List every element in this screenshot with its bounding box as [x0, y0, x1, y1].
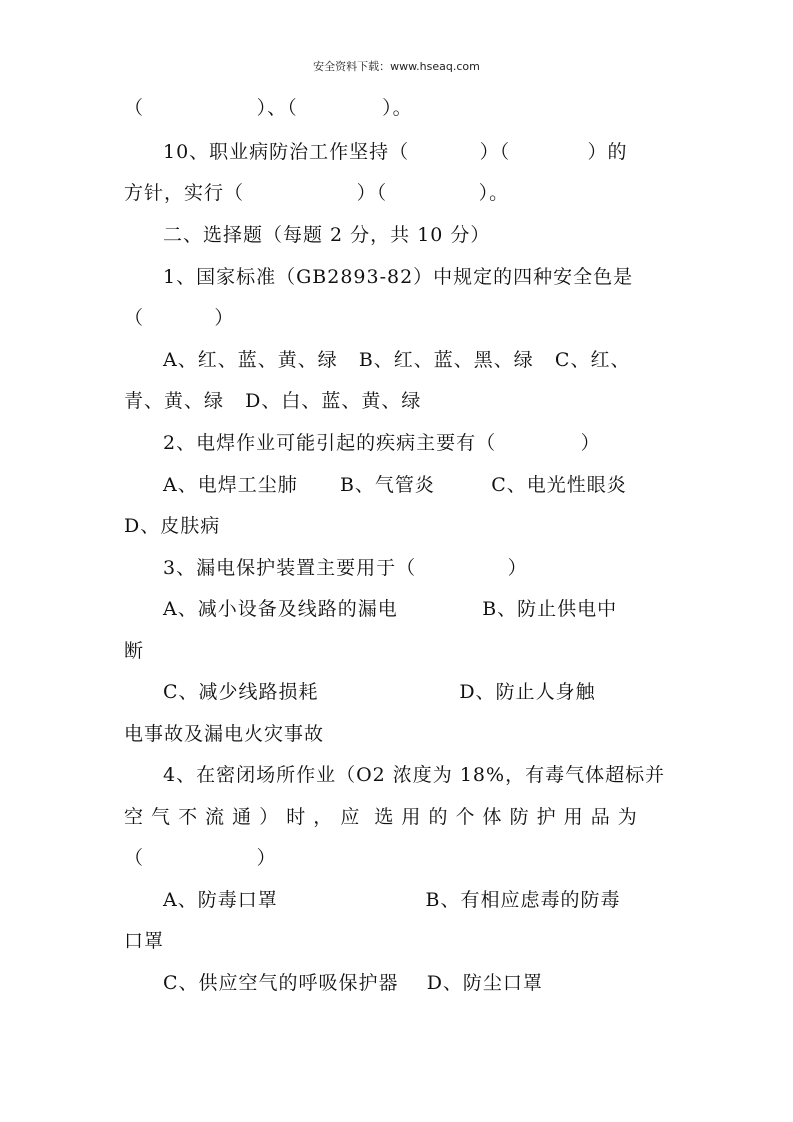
- text-line: 青、黄、绿 D、白、蓝、黄、绿: [124, 390, 422, 412]
- text-line: A、减小设备及线路的漏电 B、防止供电中: [163, 598, 618, 620]
- text-line: 10、职业病防治工作坚持（ ）（ ）的: [163, 141, 628, 163]
- text-line: 断: [124, 640, 145, 662]
- text-line: 空 气 不 流 通 ） 时 ， 应 选 用 的 个 体 防 护 用 品 为: [124, 806, 638, 828]
- text-line: C、供应空气的呼吸保护器 D、防尘口罩: [163, 972, 543, 994]
- text-line: （ ）、（ ）。: [124, 97, 413, 119]
- text-line: A、电焊工尘肺 B、气管炎 C、电光性眼炎: [163, 474, 627, 496]
- text-line: 电事故及漏电火灾事故: [124, 723, 325, 745]
- text-line: 1、国家标准（GB2893-82）中规定的四种安全色是: [163, 266, 634, 288]
- text-line: 4、在密闭场所作业（O2 浓度为 18%，有毒气体超标并: [163, 764, 666, 786]
- text-line: （ ）: [124, 847, 277, 869]
- text-line: 3、漏电保护装置主要用于（ ）: [163, 557, 528, 579]
- text-line: 二、选择题（每题 2 分，共 10 分）: [163, 224, 491, 246]
- text-line: A、防毒口罩 B、有相应虑毒的防毒: [163, 889, 621, 911]
- text-line: 口罩: [124, 930, 165, 952]
- page-header: 安全资料下载：www.hseaq.com: [313, 60, 480, 73]
- text-line: 2、电焊作业可能引起的疾病主要有（ ）: [163, 432, 601, 454]
- text-line: D、皮肤病: [124, 515, 221, 537]
- text-line: （ ）: [124, 307, 235, 329]
- text-line: 方针，实行（ ）（ ）。: [124, 182, 510, 204]
- text-line: A、红、蓝、黄、绿 B、红、蓝、黑、绿 C、红、: [163, 349, 631, 371]
- text-line: C、减少线路损耗 D、防止人身触: [163, 681, 596, 703]
